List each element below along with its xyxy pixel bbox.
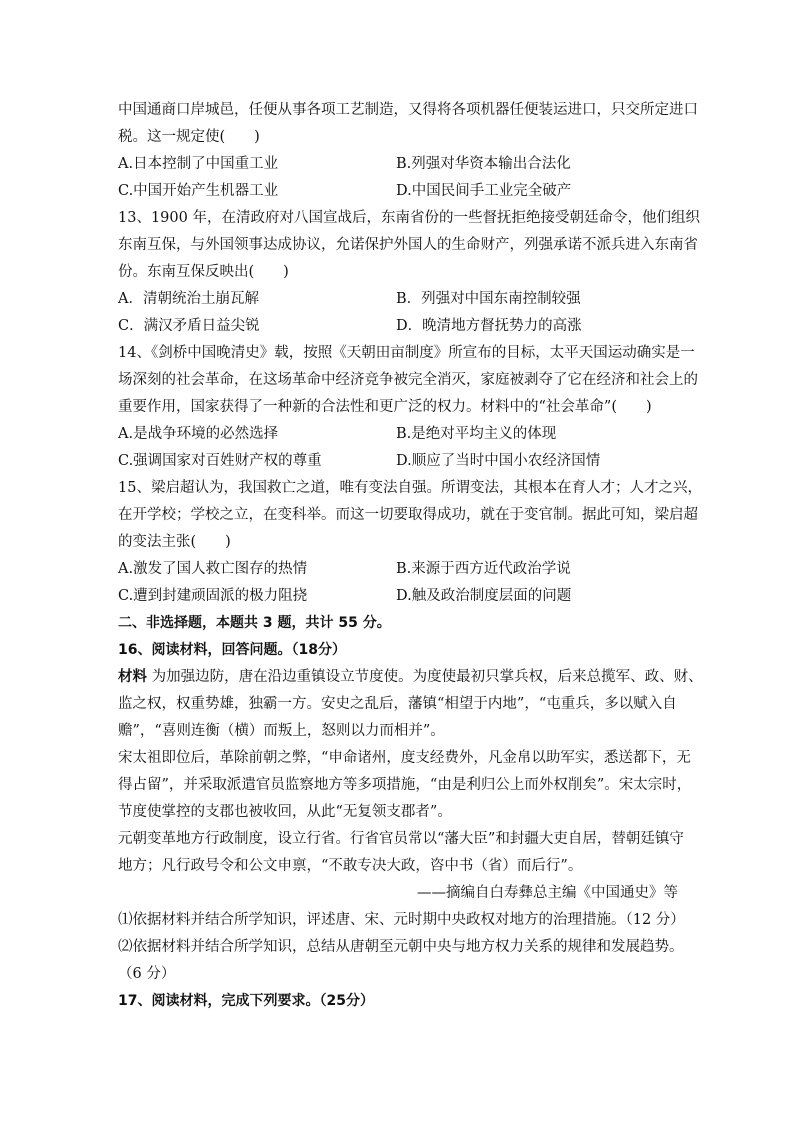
question-stem-line: 税。这一规定使( ): [118, 129, 260, 145]
question-16: [118, 637, 703, 988]
option-d: D.顺应了当时中国小农经济国情: [396, 453, 601, 469]
option-b: B.来源于西方近代政治学说: [396, 561, 571, 577]
material-line: 节度使掌控的支郡也被收回，从此“无复领支郡者”。: [118, 804, 452, 820]
question-stem-line: 重要作用，国家获得了一种新的合法性和更广泛的权力。材料中的“社会革命”( ): [118, 399, 652, 415]
material-label: 材料: [118, 669, 147, 685]
material-line: 得占留”，并采取派遣官员监察地方等多项措施，“由是利归公上而外权削矣”。宋太宗时，: [118, 777, 692, 793]
question-14: [118, 340, 698, 475]
sub-question-1: ⑴依据材料并结合所学知识，评述唐、宋、元时期中央政权对地方的治理措施。（12 分）: [118, 912, 685, 928]
material-text: 为加强边防，唐在沿边重镇设立节度使。为度使最初只掌兵权，后来总揽军、政、财、: [147, 669, 703, 685]
exam-page: [118, 97, 703, 1015]
option-d: D.触及政治制度层面的问题: [396, 588, 572, 604]
options-row: [118, 421, 678, 448]
material-line: [118, 664, 703, 691]
option-d: D．晚清地方督抚势力的高涨: [396, 318, 582, 334]
option-d: D.中国民间手工业完全破产: [396, 183, 572, 199]
question-stem-line: 14、《剑桥中国晚清史》载，按照《天朝田亩制度》所宣布的目标，太平天国运动确实是一: [118, 345, 695, 361]
question-13: [118, 205, 700, 340]
option-a: A.日本控制了中国重工业: [118, 156, 279, 172]
question-stem-line: 15、梁启超认为，我国救亡之道，唯有变法自强。所谓变法，其根本在育人才；人才之兴，: [118, 480, 702, 496]
option-c: C．满汉矛盾日益尖锐: [118, 318, 260, 334]
option-a: A．清朝统治土崩瓦解: [118, 291, 259, 307]
options-row: [118, 178, 678, 205]
option-a: A.激发了国人救亡图存的热情: [118, 561, 308, 577]
options-row: [118, 286, 678, 313]
sub-question-2-score: （6 分）: [118, 966, 176, 982]
option-c: C.强调国家对百姓财产权的尊重: [118, 453, 322, 469]
option-b: B．列强对中国东南控制较强: [396, 291, 581, 307]
options-row: [118, 583, 678, 610]
option-a: A.是战争环境的必然选择: [118, 426, 279, 442]
option-c: C.遭到封建顽固派的极力阻挠: [118, 588, 308, 604]
options-row: [118, 313, 678, 340]
question-title: 16、阅读材料，回答问题。（18分）: [118, 642, 346, 658]
material-line: 赡”，“喜则连衡（横）而叛上，怒则以力而相并”。: [118, 723, 445, 739]
material-line: 元朝变革地方行政制度，设立行省。行省官员常以“藩大臣”和封疆大吏自居，替朝廷镇守: [118, 831, 684, 847]
material-line: 宋太祖即位后，革除前朝之弊，“申命诸州，度支经费外，凡金帛以助军实，悉送都下，无: [118, 750, 691, 766]
sub-question-2: ⑵依据材料并结合所学知识，总结从唐朝至元朝中央与地方权力关系的规律和发展趋势。: [118, 939, 684, 955]
question-stem-line: 在开学校；学校之立，在变科举。而这一切要取得成功，就在于变官制。据此可知，梁启超: [118, 507, 698, 523]
question-17-title: 17、阅读材料，完成下列要求。（25分）: [118, 993, 374, 1009]
section-heading: 二、非选择题，本题共 3 题，共计 55 分。: [118, 615, 391, 631]
question-15: [118, 475, 702, 610]
question-stem-line: 的变法主张( ): [118, 534, 231, 550]
options-row: [118, 556, 678, 583]
options-row: [118, 151, 678, 178]
question-stem-line: 份。东南互保反映出( ): [118, 264, 289, 280]
option-c: C.中国开始产生机器工业: [118, 183, 279, 199]
question-stem-line: 东南互保，与外国领事达成协议，允诺保护外国人的生命财产，列强承诺不派兵进入东南省: [118, 237, 698, 253]
material-line: 地方；凡行政号令和公文申禀，“不敢专决大政，咨中书（省）而后行”。: [118, 858, 583, 874]
option-b: B.列强对华资本输出合法化: [396, 156, 571, 172]
question-stem-line: 中国通商口岸城邑，任便从事各项工艺制造，又得将各项机器任便装运进口，只交所定进口: [118, 102, 698, 118]
material-source: ——摘编自白寿彝总主编《中国通史》等: [417, 885, 678, 901]
question-12: [118, 97, 698, 205]
options-row: [118, 448, 678, 475]
material-line: 监之权，权重势雄，独霸一方。安史之乱后，藩镇“相望于内地”，“屯重兵，多以赋入自: [118, 696, 677, 712]
question-stem-line: 场深刻的社会革命，在这场革命中经济竞争被完全消灭，家庭被剥夺了它在经济和社会上的: [118, 372, 698, 388]
option-b: B.是绝对平均主义的体现: [396, 426, 557, 442]
question-stem-line: 13、1900 年，在清政府对八国宣战后，东南省份的一些督抚拒绝接受朝廷命令，他们组织: [118, 210, 700, 226]
